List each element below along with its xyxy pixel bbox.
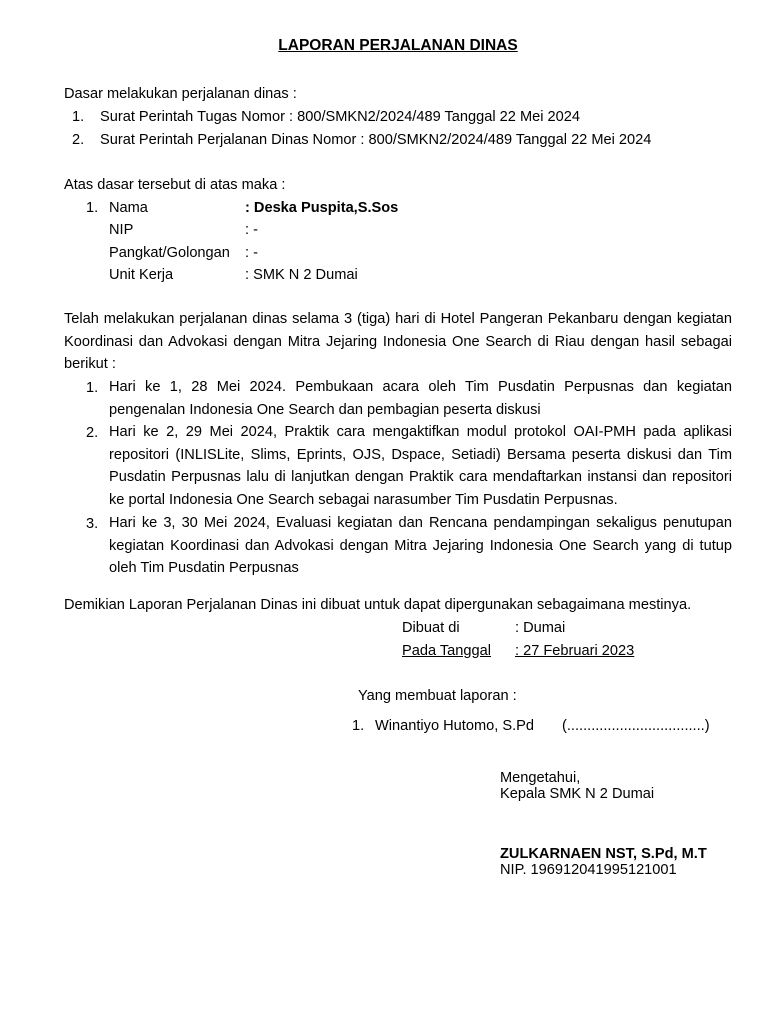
work-unit-value: : SMK N 2 Dumai — [245, 267, 358, 283]
reporter-name: Winantiyo Hutomo, S.Pd — [375, 718, 534, 734]
result-3-text: Hari ke 3, 30 Mei 2024, Evaluasi kegiatan dan Rencana pendampingan sekaligus penutupan kegiatan Koordinasi dan Advokasi dengan Mitra Jejaring Indonesia One Search yang di tutup oleh Tim Pusdatin Perpusnas — [109, 515, 732, 577]
result-1-number: 1. — [86, 380, 99, 396]
report-paragraph: Telah melakukan perjalanan dinas selama 3 (tiga) hari di Hotel Pangeran Pekanbaru dengan kegiatan Koordinasi dan Advokasi dengan Mitra Jejaring Indonesia One Search di Riau dengan hasil sebagai berikut : — [64, 311, 732, 373]
assignment-intro: Atas dasar tersebut di atas maka : — [64, 177, 286, 193]
nip-value: : - — [245, 222, 258, 238]
place-value: : Dumai — [515, 620, 566, 636]
result-1-text: Hari ke 1, 28 Mei 2024. Pembukaan acara oleh Tim Pusdatin Perpusnas dan kegiatan pengenalan Indonesia One Search dan pembagian peserta diskusi — [109, 379, 732, 418]
basis-item-1-number: 1. — [72, 109, 85, 125]
basis-item-1-text: Surat Perintah Tugas Nomor : 800/SMKN2/2024/489 Tanggal 22 Mei 2024 — [100, 109, 581, 125]
closing-statement: Demikian Laporan Perjalanan Dinas ini dibuat untuk dapat dipergunakan sebagaimana mestinya. — [64, 597, 692, 613]
approval-label: Mengetahui, — [500, 770, 581, 786]
result-2-text: Hari ke 2, 29 Mei 2024, Praktik cara mengaktifkan modul protokol OAI-PMH pada aplikasi repositori (INLISLite, Slims, Eprints, OJS, Dspace, Setiadi) Bersama peserta diskusi dan Tim Pusdatin Perpusnas lalu di lanjutkan dengan Praktik cara mendaftarkan instansi dan repositori ke portal Indonesia One Search sebagai narasumber Tim Pusdatin Perpusnas. — [109, 424, 732, 509]
place-label: Dibuat di — [402, 620, 460, 636]
name-label: Nama — [109, 200, 148, 216]
approver-name: ZULKARNAEN NST, S.Pd, M.T — [500, 846, 707, 862]
basis-item-2-number: 2. — [72, 132, 85, 148]
date-label: Pada Tanggal — [402, 643, 491, 659]
reporter-number: 1. — [352, 718, 365, 734]
rank-value: : - — [245, 245, 258, 261]
approval-position: Kepala SMK N 2 Dumai — [500, 786, 655, 802]
name-value: : Deska Puspita,S.Sos — [245, 200, 399, 216]
reporter-heading: Yang membuat laporan : — [358, 688, 517, 704]
result-2-number: 2. — [86, 425, 99, 441]
basis-item-2-text: Surat Perintah Perjalanan Dinas Nomor : 800/SMKN2/2024/489 Tanggal 22 Mei 2024 — [100, 132, 652, 148]
result-3-number: 3. — [86, 516, 99, 532]
reporter-signature-line: (..................................) — [562, 718, 710, 734]
document-title: LAPORAN PERJALANAN DINAS — [278, 37, 518, 54]
rank-label: Pangkat/Golongan — [109, 245, 230, 261]
date-value: : 27 Februari 2023 — [515, 643, 635, 659]
nip-label: NIP — [109, 222, 134, 238]
approver-nip: NIP. 196912041995121001 — [500, 862, 677, 878]
work-unit-label: Unit Kerja — [109, 267, 174, 283]
basis-intro: Dasar melakukan perjalanan dinas : — [64, 86, 297, 102]
assignment-number: 1. — [86, 200, 99, 216]
